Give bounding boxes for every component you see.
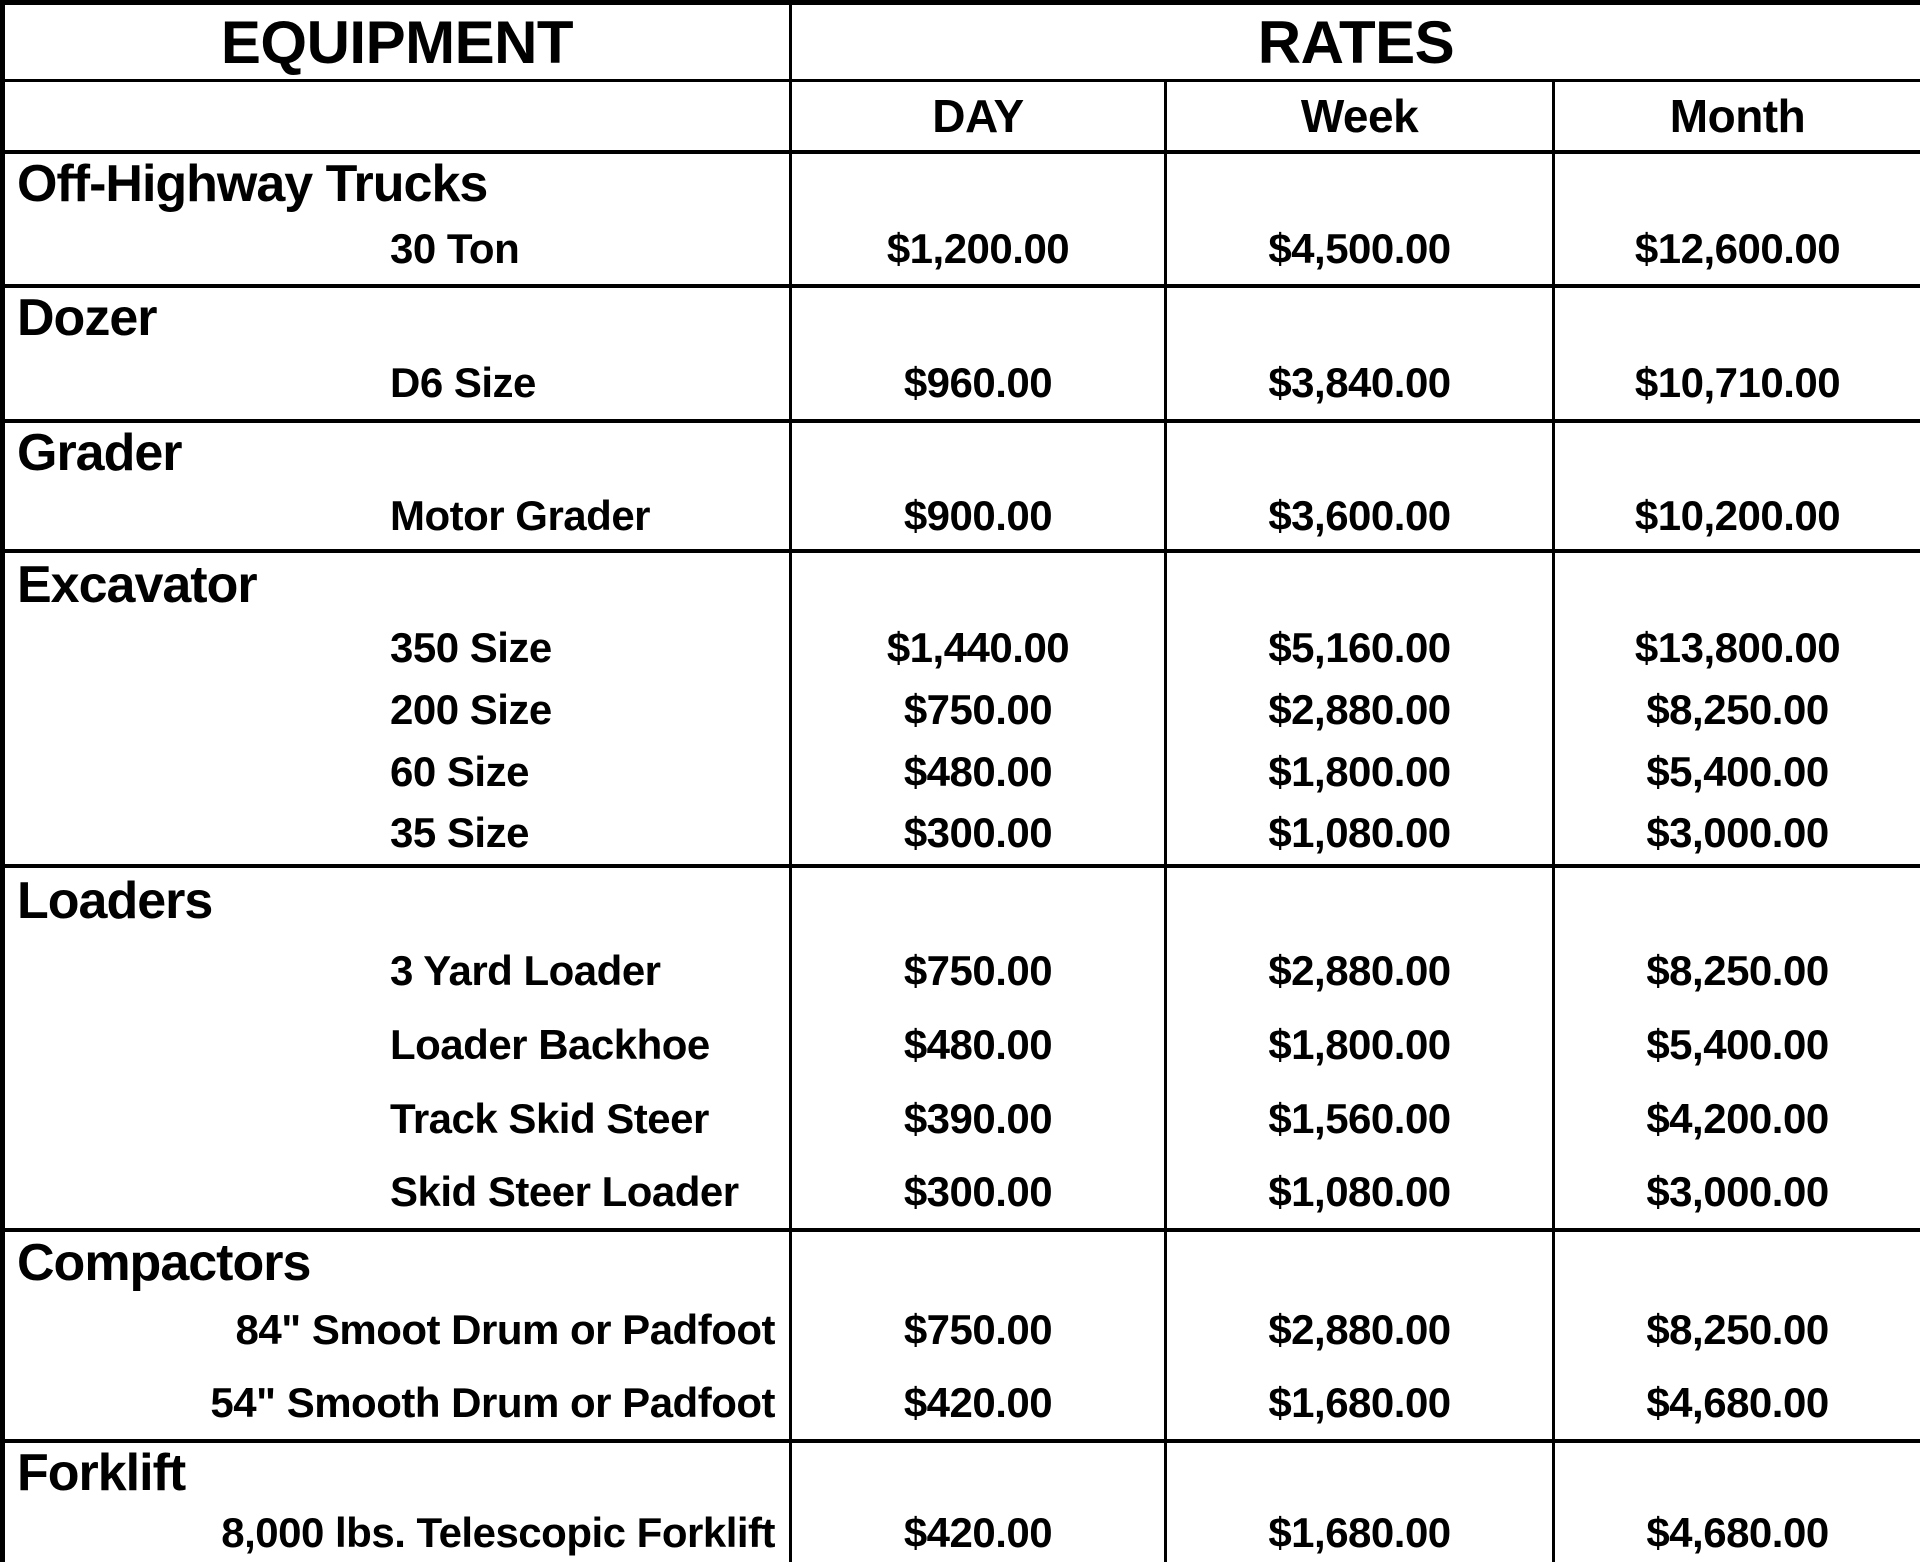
empty-cell: [1554, 152, 1920, 214]
item-label: 30 Ton: [3, 214, 791, 286]
month-rate: $3,000.00: [1554, 803, 1920, 866]
empty-cell: [1166, 1230, 1554, 1294]
category-label: Dozer: [3, 286, 791, 348]
category-row-dozer: [3, 286, 1920, 348]
week-rate: $5,160.00: [1166, 617, 1554, 679]
empty-cell: [791, 866, 1166, 934]
item-label: 60 Size: [3, 741, 791, 803]
empty-cell: [791, 551, 1166, 617]
empty-cell: [791, 152, 1166, 214]
rates-header: RATES: [791, 3, 1920, 81]
item-row: [3, 1503, 1920, 1562]
item-label: Skid Steer Loader: [3, 1156, 791, 1230]
item-row: [3, 934, 1920, 1008]
week-rate: $3,840.00: [1166, 348, 1554, 421]
day-rate: $300.00: [791, 1156, 1166, 1230]
day-rate: $960.00: [791, 348, 1166, 421]
empty-cell: [1166, 866, 1554, 934]
item-label: 350 Size: [3, 617, 791, 679]
item-label: D6 Size: [3, 348, 791, 421]
week-rate: $2,880.00: [1166, 679, 1554, 741]
item-row: [3, 483, 1920, 551]
empty-cell: [1554, 1441, 1920, 1503]
item-row: [3, 1294, 1920, 1367]
item-label: Track Skid Steer: [3, 1082, 791, 1156]
week-rate: $3,600.00: [1166, 483, 1554, 551]
week-rate: $1,680.00: [1166, 1503, 1554, 1562]
item-label: Motor Grader: [3, 483, 791, 551]
month-rate: $10,710.00: [1554, 348, 1920, 421]
day-rate: $420.00: [791, 1367, 1166, 1441]
month-rate: $5,400.00: [1554, 1008, 1920, 1082]
empty-cell: [1554, 286, 1920, 348]
empty-cell: [791, 286, 1166, 348]
week-rate: $1,080.00: [1166, 803, 1554, 866]
empty-cell: [1166, 152, 1554, 214]
item-row: [3, 348, 1920, 421]
day-rate: $750.00: [791, 934, 1166, 1008]
item-label: Loader Backhoe: [3, 1008, 791, 1082]
item-label: 54" Smooth Drum or Padfoot: [3, 1367, 791, 1441]
week-rate: $1,560.00: [1166, 1082, 1554, 1156]
empty-cell: [1554, 421, 1920, 483]
empty-cell: [1166, 286, 1554, 348]
category-label: Off-Highway Trucks: [3, 152, 791, 214]
item-label: 3 Yard Loader: [3, 934, 791, 1008]
month-rate: $8,250.00: [1554, 679, 1920, 741]
day-rate: $750.00: [791, 1294, 1166, 1367]
category-label: Compactors: [3, 1230, 791, 1294]
week-rate: $1,800.00: [1166, 741, 1554, 803]
category-label: Forklift: [3, 1441, 791, 1503]
day-rate: $900.00: [791, 483, 1166, 551]
day-column-header: DAY: [791, 81, 1166, 152]
item-row: [3, 214, 1920, 286]
month-column-header: Month: [1554, 81, 1920, 152]
header-row: [3, 3, 1920, 81]
category-row-grader: [3, 421, 1920, 483]
week-rate: $1,080.00: [1166, 1156, 1554, 1230]
empty-cell: [1554, 866, 1920, 934]
day-rate: $1,200.00: [791, 214, 1166, 286]
category-row-compactors: [3, 1230, 1920, 1294]
day-rate: $480.00: [791, 741, 1166, 803]
item-row: [3, 617, 1920, 679]
equipment-header: EQUIPMENT: [3, 3, 791, 81]
week-column-header: Week: [1166, 81, 1554, 152]
month-rate: $10,200.00: [1554, 483, 1920, 551]
day-rate: $480.00: [791, 1008, 1166, 1082]
item-row: [3, 803, 1920, 866]
item-label: 8,000 lbs. Telescopic Forklift: [3, 1503, 791, 1562]
empty-cell: [791, 1230, 1166, 1294]
empty-cell: [1554, 1230, 1920, 1294]
item-label: 200 Size: [3, 679, 791, 741]
day-rate: $300.00: [791, 803, 1166, 866]
category-row-excavator: [3, 551, 1920, 617]
category-label: Loaders: [3, 866, 791, 934]
month-rate: $4,680.00: [1554, 1503, 1920, 1562]
subheader-row: [3, 81, 1920, 152]
category-row-loaders: [3, 866, 1920, 934]
category-row-off-highway-trucks: [3, 152, 1920, 214]
month-rate: $4,680.00: [1554, 1367, 1920, 1441]
item-label: 84" Smoot Drum or Padfoot: [3, 1294, 791, 1367]
category-label: Excavator: [3, 551, 791, 617]
month-rate: $8,250.00: [1554, 934, 1920, 1008]
item-row: [3, 1156, 1920, 1230]
item-row: [3, 679, 1920, 741]
empty-cell: [1166, 421, 1554, 483]
month-rate: $3,000.00: [1554, 1156, 1920, 1230]
week-rate: $2,880.00: [1166, 1294, 1554, 1367]
empty-cell: [791, 421, 1166, 483]
day-rate: $390.00: [791, 1082, 1166, 1156]
day-rate: $1,440.00: [791, 617, 1166, 679]
week-rate: $1,680.00: [1166, 1367, 1554, 1441]
week-rate: $2,880.00: [1166, 934, 1554, 1008]
item-row: [3, 1008, 1920, 1082]
empty-cell: [1554, 551, 1920, 617]
item-row: [3, 1367, 1920, 1441]
month-rate: $12,600.00: [1554, 214, 1920, 286]
category-row-forklift: [3, 1441, 1920, 1503]
day-rate: $420.00: [791, 1503, 1166, 1562]
empty-cell: [1166, 1441, 1554, 1503]
month-rate: $13,800.00: [1554, 617, 1920, 679]
week-rate: $1,800.00: [1166, 1008, 1554, 1082]
week-rate: $4,500.00: [1166, 214, 1554, 286]
month-rate: $5,400.00: [1554, 741, 1920, 803]
item-row: [3, 1082, 1920, 1156]
subheader-blank-cell: [3, 81, 791, 152]
month-rate: $4,200.00: [1554, 1082, 1920, 1156]
month-rate: $8,250.00: [1554, 1294, 1920, 1367]
item-label: 35 Size: [3, 803, 791, 866]
category-label: Grader: [3, 421, 791, 483]
empty-cell: [1166, 551, 1554, 617]
day-rate: $750.00: [791, 679, 1166, 741]
item-row: [3, 741, 1920, 803]
empty-cell: [791, 1441, 1166, 1503]
